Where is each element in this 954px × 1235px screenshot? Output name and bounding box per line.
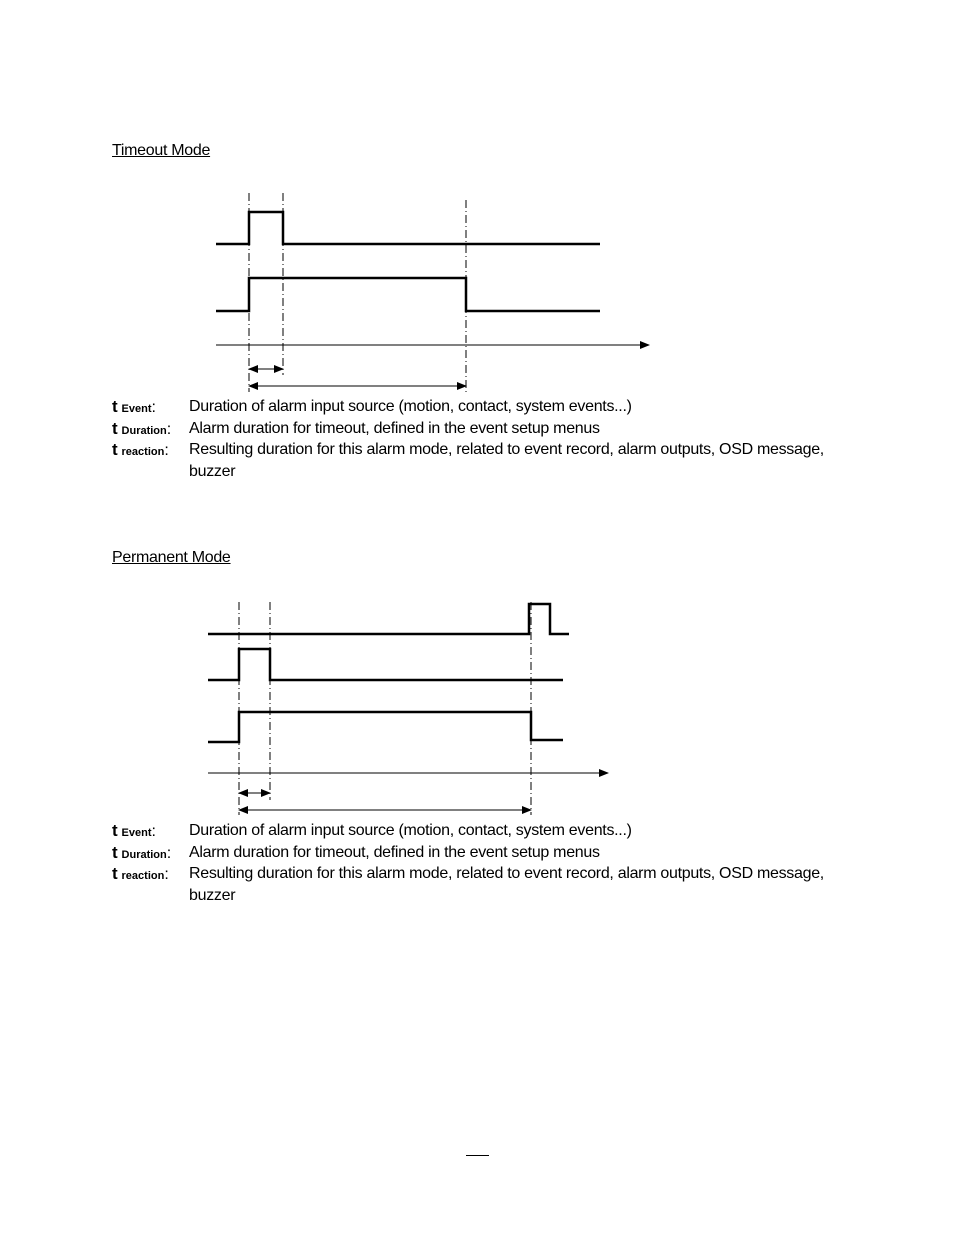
legend-desc-event: Duration of alarm input source (motion, contact, system events...) (189, 398, 632, 415)
permanent-mode-heading: Permanent Mode (112, 549, 231, 566)
legend-term-reaction: t reaction: (112, 864, 169, 883)
legend-term-event: t Event: (112, 821, 156, 840)
timeout-guides (249, 193, 466, 392)
timeout-signals (216, 212, 600, 311)
timeout-legend (112, 396, 852, 482)
legend-term-duration: t Duration: (112, 418, 171, 438)
timeout-reaction-signal (216, 278, 600, 311)
legend-desc-reaction: Resulting duration for this alarm mode, related to event record, alarm outputs, OSD message, buzzer (189, 865, 824, 904)
legend-row-event (112, 820, 852, 842)
permanent-legend (112, 820, 852, 906)
legend-desc-duration: Alarm duration for timeout, defined in the event setup menus (189, 419, 600, 437)
timeout-event-signal (216, 212, 600, 244)
legend-row-reaction (112, 863, 852, 906)
legend-term-event: t Event: (112, 397, 156, 416)
legend-desc-event: Duration of alarm input source (motion, contact, system events...) (189, 822, 632, 839)
permanent-reaction-signal (208, 712, 563, 742)
timeout-mode-heading: Timeout Mode (112, 142, 211, 159)
legend-term-duration: t Duration: (112, 842, 171, 862)
permanent-signals (208, 604, 569, 742)
permanent-event-signal (208, 649, 563, 680)
legend-row-event (112, 396, 852, 418)
legend-row-duration (112, 842, 852, 864)
legend-desc-reaction: Resulting duration for this alarm mode, related to event record, alarm outputs, OSD message, buzzer (189, 441, 824, 480)
legend-desc-duration: Alarm duration for timeout, defined in the event setup menus (189, 843, 600, 861)
legend-term-reaction: t reaction: (112, 440, 169, 459)
legend-row-duration (112, 418, 852, 440)
page-number-rule (466, 1155, 489, 1156)
permanent-second-event-signal (208, 604, 569, 634)
legend-row-reaction (112, 439, 852, 482)
